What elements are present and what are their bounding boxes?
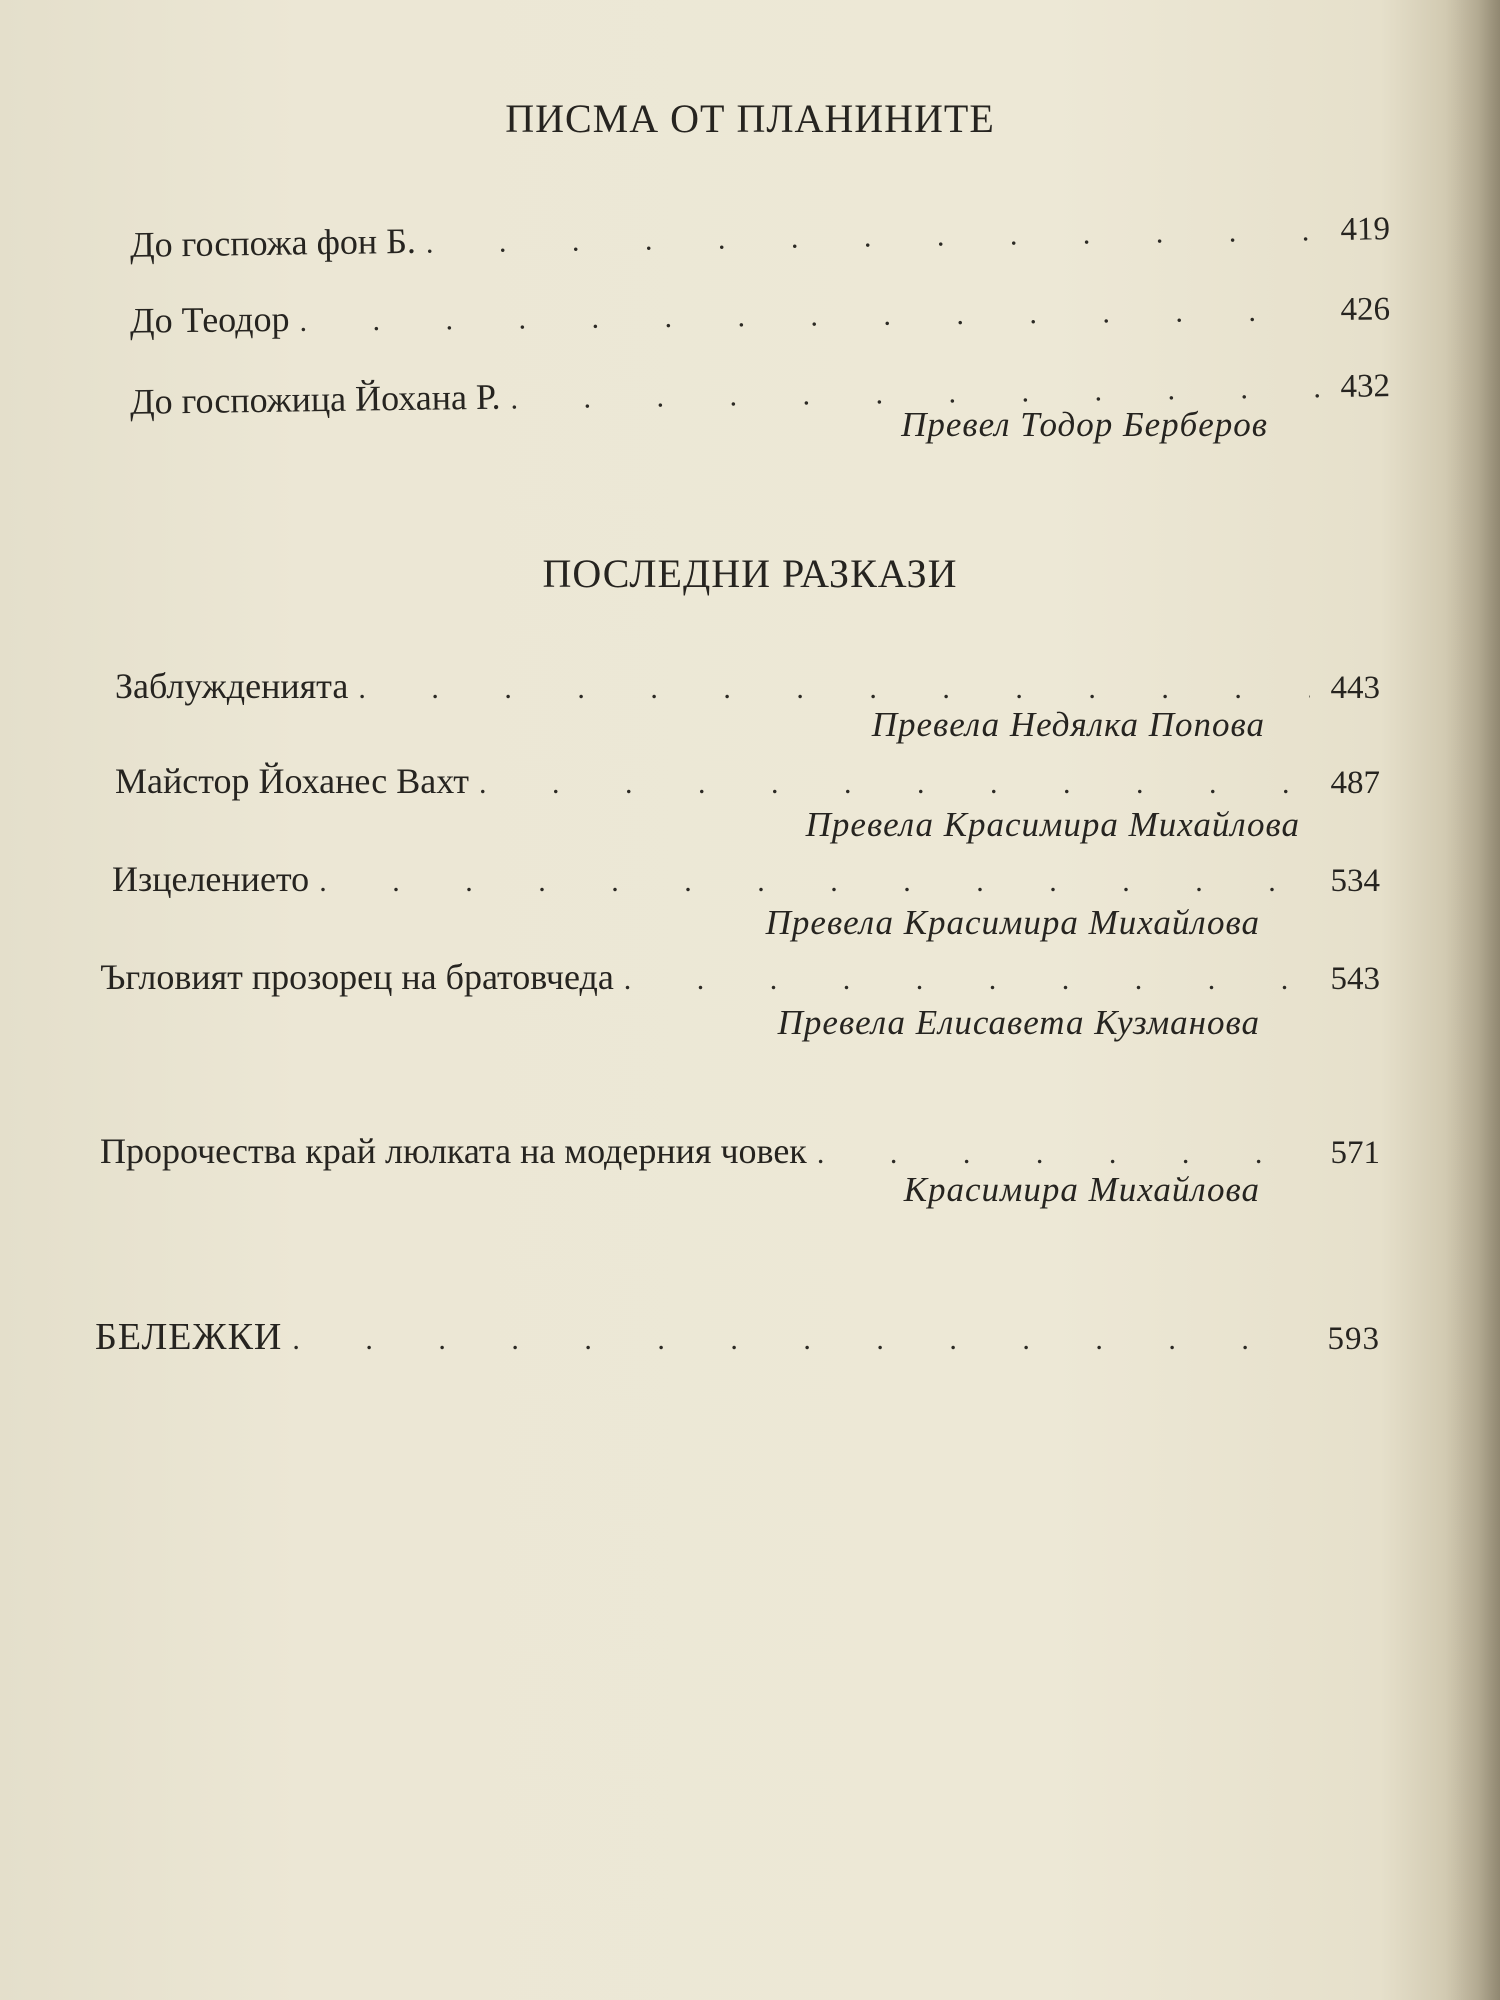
dot-leader bbox=[817, 1137, 1310, 1171]
dot-leader bbox=[358, 672, 1310, 706]
entry-page-number: 426 bbox=[1340, 291, 1391, 328]
section-heading-letters: ПИСМА ОТ ПЛАНИНИТЕ bbox=[505, 96, 995, 141]
notes-page-number: 593 bbox=[1327, 1321, 1380, 1357]
section-heading-stories: ПОСЛЕДНИ РАЗКАЗИ bbox=[542, 551, 958, 596]
entry-page-number: 487 bbox=[1330, 765, 1380, 801]
translator-credit: Превела Елисавета Кузманова bbox=[777, 1003, 1260, 1042]
toc-entry bbox=[112, 858, 1380, 900]
translator-credit: Превела Недялка Попова bbox=[871, 705, 1265, 744]
entry-title: Изцелението bbox=[112, 859, 310, 899]
entry-page-number: 432 bbox=[1340, 368, 1391, 405]
toc-entry bbox=[100, 956, 1380, 998]
dot-leader bbox=[426, 214, 1321, 260]
toc-entry bbox=[115, 760, 1380, 802]
notes-entry bbox=[95, 1315, 1380, 1359]
notes-title: БЕЛЕЖКИ bbox=[95, 1316, 283, 1358]
dot-leader bbox=[292, 1323, 1310, 1357]
entry-title: Ъгловият прозорец на братовчеда bbox=[100, 957, 614, 997]
dot-leader bbox=[319, 865, 1310, 899]
entry-title: Заблужденията bbox=[115, 666, 349, 706]
toc-entry bbox=[130, 206, 1390, 266]
dot-leader bbox=[299, 294, 1320, 339]
entry-page-number: 543 bbox=[1330, 961, 1380, 997]
toc-entry bbox=[130, 286, 1390, 341]
entry-page-number: 419 bbox=[1340, 211, 1391, 248]
toc-entry bbox=[100, 1130, 1380, 1172]
entry-title: До Теодор bbox=[129, 298, 290, 341]
entry-title: Майстор Йоханес Вахт bbox=[115, 761, 470, 801]
dot-leader bbox=[479, 767, 1310, 801]
toc-entry bbox=[115, 665, 1380, 707]
dot-leader bbox=[624, 963, 1310, 997]
translator-credit: Превела Красимира Михайлова bbox=[805, 805, 1300, 844]
entry-title: До госпожица Йохана Р. bbox=[129, 376, 501, 422]
entry-page-number: 534 bbox=[1330, 863, 1380, 899]
translator-credit: Красимира Михайлова bbox=[903, 1170, 1260, 1209]
entry-title: Пророчества край люлката на модерния човек bbox=[100, 1131, 807, 1171]
translator-credit: Превел Тодор Берберов bbox=[901, 405, 1268, 444]
entry-title: До госпожа фон Б. bbox=[129, 220, 417, 265]
entry-page-number: 571 bbox=[1330, 1135, 1380, 1171]
entry-page-number: 443 bbox=[1330, 670, 1380, 706]
translator-credit: Превела Красимира Михайлова bbox=[765, 903, 1260, 942]
